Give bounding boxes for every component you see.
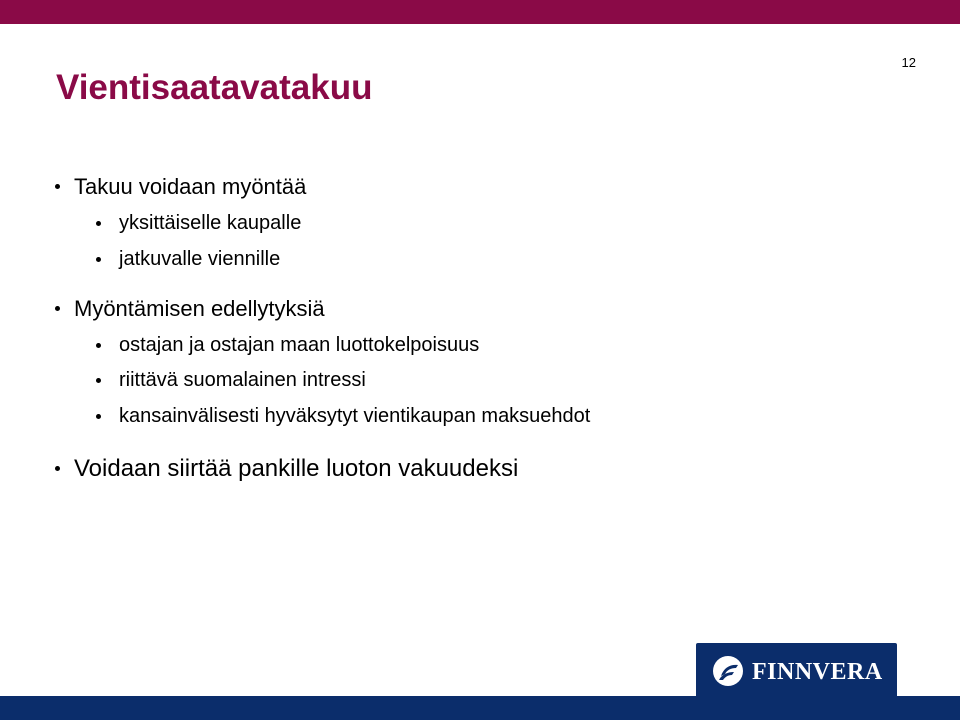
- slide-number: 12: [901, 55, 916, 70]
- bullet-text: ostajan ja ostajan maan luottokelpoisuus: [119, 334, 480, 356]
- bullet-icon: [96, 378, 101, 383]
- bullet-icon: [96, 221, 101, 226]
- sub-bullet-item: [119, 369, 366, 392]
- sub-bullet-item: [119, 248, 280, 271]
- bullet-item-transfer: [74, 455, 518, 483]
- bullet-icon: [96, 414, 101, 419]
- bullet-icon: [96, 343, 101, 348]
- finnvera-logo: [696, 643, 897, 705]
- sub-bullet-item: [119, 212, 301, 235]
- slide-title: Vientisaatavatakuu: [56, 68, 373, 107]
- bullet-icon: [55, 306, 60, 311]
- bullet-icon: [55, 466, 60, 471]
- sub-bullet-item: [119, 334, 479, 357]
- bullet-text: Takuu voidaan myöntää: [74, 174, 307, 199]
- bullet-icon: [96, 257, 101, 262]
- sub-bullet-item: [119, 405, 590, 428]
- bullet-item-guarantee: [74, 174, 306, 200]
- bullet-text: jatkuvalle viennille: [119, 248, 281, 270]
- bullet-text: Myöntämisen edellytyksiä: [74, 296, 325, 321]
- logo-wordmark: FINNVERA: [752, 659, 883, 685]
- top-accent-bar: [0, 0, 960, 24]
- bullet-text: riittävä suomalainen intressi: [119, 369, 366, 391]
- bullet-text: Voidaan siirtää pankille luoton vakuudeksi: [74, 455, 519, 482]
- bullet-text: kansainvälisesti hyväksytyt vientikaupan maksuehdot: [119, 405, 591, 427]
- bullet-icon: [55, 184, 60, 189]
- finnvera-f-icon: [712, 655, 744, 687]
- bullet-item-conditions: [74, 296, 325, 322]
- bullet-text: yksittäiselle kaupalle: [119, 212, 302, 234]
